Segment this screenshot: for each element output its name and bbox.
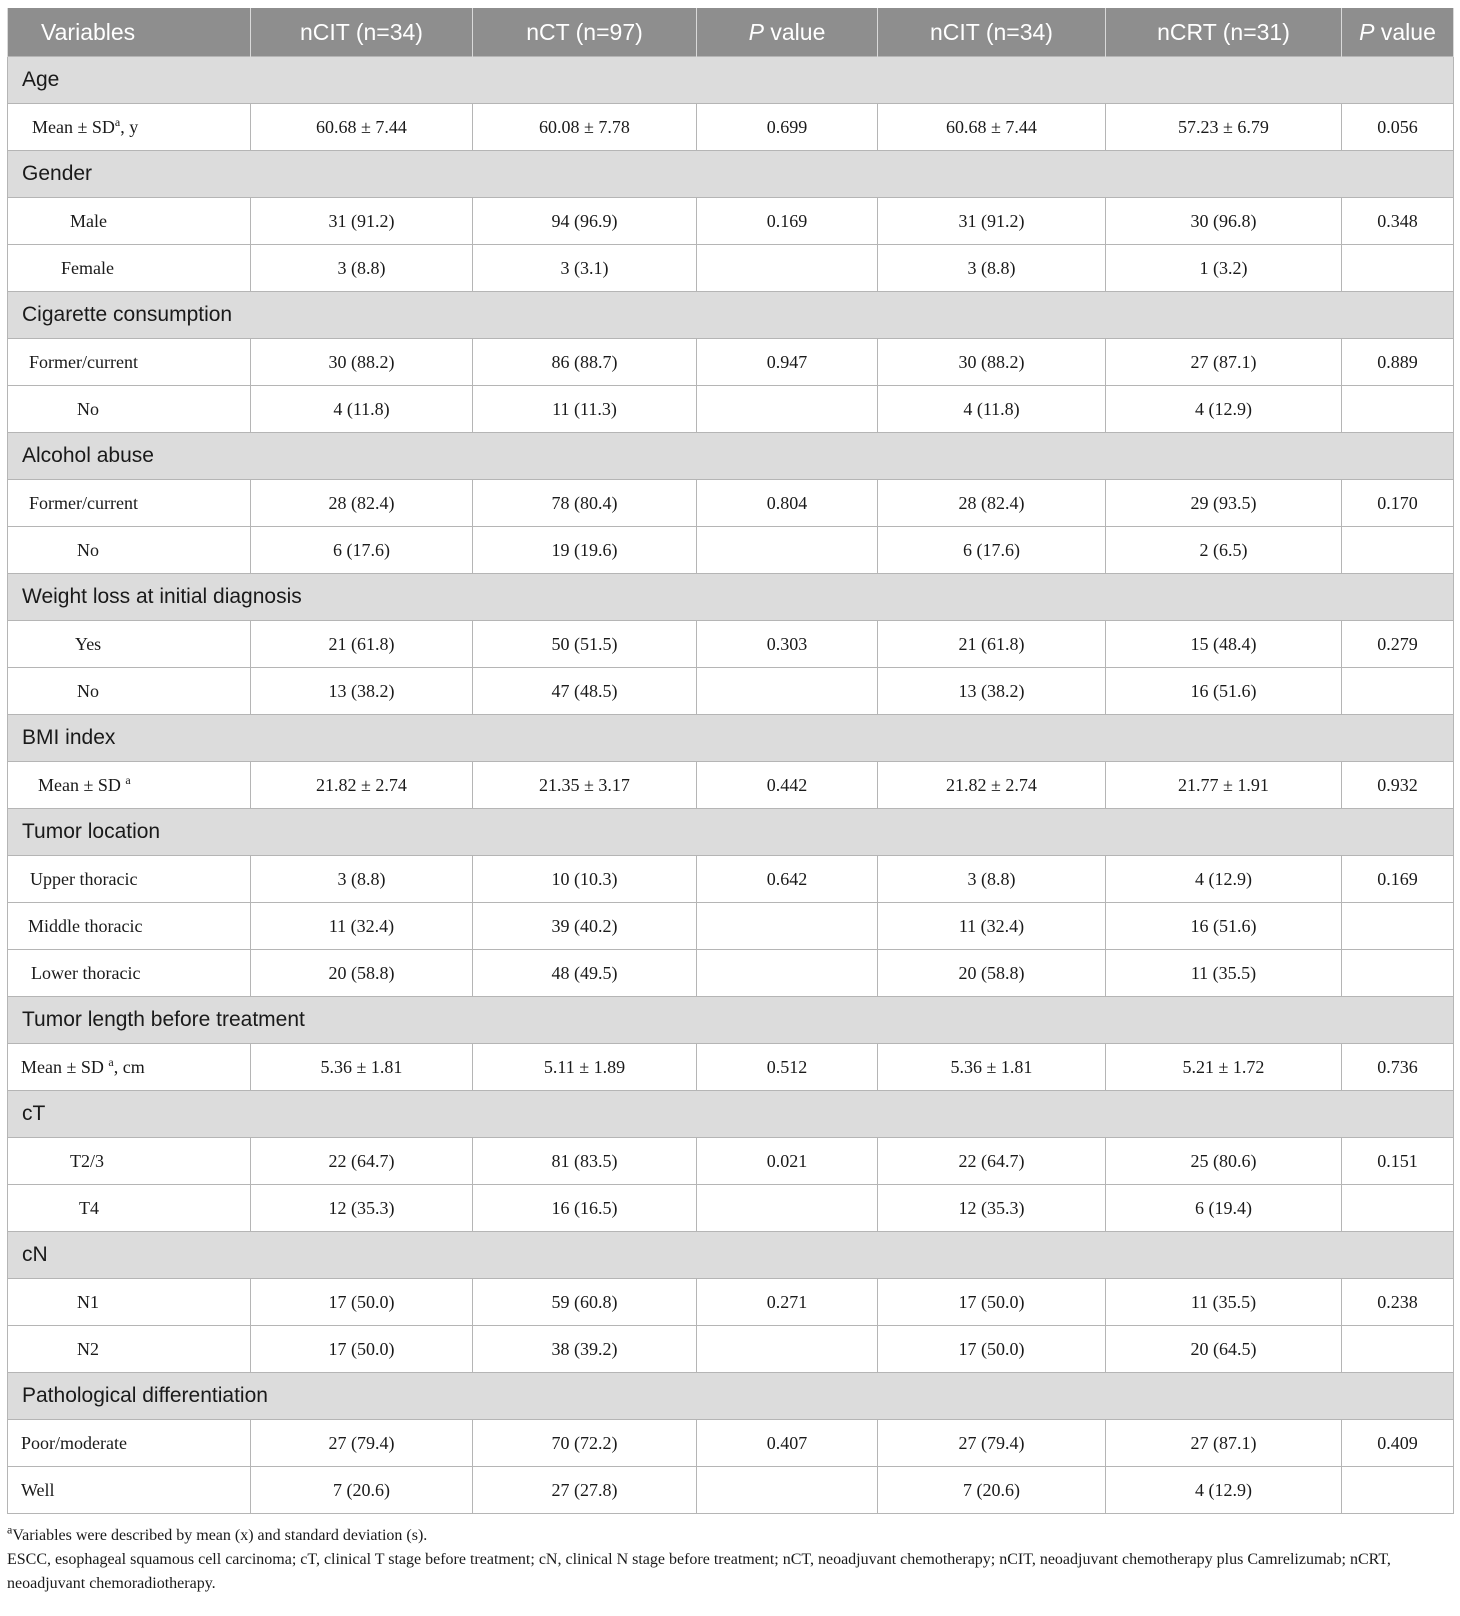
row-label-main: No xyxy=(77,398,99,419)
cell-p-value-2: 0.056 xyxy=(1342,104,1454,151)
section-title: Alcohol abuse xyxy=(8,433,1454,480)
row-label-text xyxy=(70,211,107,231)
table-body xyxy=(8,57,1454,1514)
cell-ncit-1: 13 (38.2) xyxy=(251,668,473,715)
cell-ncrt: 21.77 ± 1.91 xyxy=(1106,762,1342,809)
cell-ncrt: 25 (80.6) xyxy=(1106,1138,1342,1185)
row-label-text xyxy=(29,352,138,372)
row-label xyxy=(8,762,251,809)
row-label-text xyxy=(30,869,137,889)
row-label-main: Mean ± SD xyxy=(21,1056,109,1077)
cell-nct: 60.08 ± 7.78 xyxy=(473,104,697,151)
row-label xyxy=(8,386,251,433)
row-label-text xyxy=(28,916,142,936)
row-label-main: Former/current xyxy=(29,492,138,513)
row-label-main: Female xyxy=(61,257,114,278)
section-row xyxy=(8,715,1454,762)
cell-ncit-1: 5.36 ± 1.81 xyxy=(251,1044,473,1091)
footnote-a xyxy=(7,1524,1453,1548)
cell-ncrt: 6 (19.4) xyxy=(1106,1185,1342,1232)
row-label-text xyxy=(79,1198,99,1218)
cell-ncit-1: 20 (58.8) xyxy=(251,950,473,997)
cell-ncrt: 27 (87.1) xyxy=(1106,339,1342,386)
table-row xyxy=(8,1279,1454,1326)
cell-p-value-2 xyxy=(1342,245,1454,292)
cell-ncit-2: 6 (17.6) xyxy=(878,527,1106,574)
table-row xyxy=(8,950,1454,997)
table-row xyxy=(8,668,1454,715)
cell-p-value-2: 0.932 xyxy=(1342,762,1454,809)
row-label xyxy=(8,104,251,151)
cell-p-value-1 xyxy=(697,903,878,950)
baseline-characteristics-table xyxy=(7,8,1454,1514)
table-row xyxy=(8,1138,1454,1185)
row-label xyxy=(8,1467,251,1514)
cell-p-value-1: 0.271 xyxy=(697,1279,878,1326)
cell-ncrt: 29 (93.5) xyxy=(1106,480,1342,527)
header-p-value-1 xyxy=(697,8,878,57)
cell-ncit-1: 31 (91.2) xyxy=(251,198,473,245)
cell-ncit-1: 6 (17.6) xyxy=(251,527,473,574)
cell-ncrt: 11 (35.5) xyxy=(1106,950,1342,997)
cell-nct: 3 (3.1) xyxy=(473,245,697,292)
cell-p-value-2: 0.889 xyxy=(1342,339,1454,386)
row-label-main: Male xyxy=(70,210,107,231)
cell-nct: 48 (49.5) xyxy=(473,950,697,997)
cell-p-value-1: 0.512 xyxy=(697,1044,878,1091)
row-label-text xyxy=(70,1151,104,1171)
row-label-main: Middle thoracic xyxy=(28,915,143,936)
row-label-text xyxy=(77,681,99,701)
section-row xyxy=(8,151,1454,198)
cell-p-value-2: 0.736 xyxy=(1342,1044,1454,1091)
section-row xyxy=(8,1373,1454,1420)
cell-nct: 19 (19.6) xyxy=(473,527,697,574)
header-nct: nCT (n=97) xyxy=(473,8,697,57)
header-variables: Variables xyxy=(8,8,251,57)
cell-ncrt: 1 (3.2) xyxy=(1106,245,1342,292)
cell-nct: 47 (48.5) xyxy=(473,668,697,715)
cell-ncrt: 15 (48.4) xyxy=(1106,621,1342,668)
cell-p-value-2: 0.409 xyxy=(1342,1420,1454,1467)
cell-nct: 50 (51.5) xyxy=(473,621,697,668)
row-label-suffix: , cm xyxy=(113,1056,145,1077)
row-label-text xyxy=(75,634,101,654)
footnote-abbreviations: ESCC, esophageal squamous cell carcinoma; cT, clinical T stage before treatment; cN, clinical N stage before treatment; nCT, neoadjuvant chemotherapy; nCIT, neoadjuvant chemotherapy plus Camrelizumab; nCRT, neoadjuvant chemoradiotherapy. xyxy=(7,1551,1391,1592)
cell-ncrt: 11 (35.5) xyxy=(1106,1279,1342,1326)
section-row xyxy=(8,57,1454,104)
row-label-text xyxy=(21,1054,145,1077)
cell-p-value-2 xyxy=(1342,386,1454,433)
row-label-main: Poor/moderate xyxy=(21,1432,127,1453)
row-label-text xyxy=(61,258,114,278)
cell-ncit-2: 3 (8.8) xyxy=(878,245,1106,292)
cell-p-value-1: 0.699 xyxy=(697,104,878,151)
header-p-value-2 xyxy=(1342,8,1454,57)
cell-nct: 16 (16.5) xyxy=(473,1185,697,1232)
cell-nct: 81 (83.5) xyxy=(473,1138,697,1185)
cell-ncit-2: 17 (50.0) xyxy=(878,1326,1106,1373)
row-label xyxy=(8,1185,251,1232)
table-row xyxy=(8,1044,1454,1091)
cell-ncit-1: 60.68 ± 7.44 xyxy=(251,104,473,151)
cell-p-value-1: 0.947 xyxy=(697,339,878,386)
row-label-superscript: a xyxy=(125,772,131,787)
section-row xyxy=(8,292,1454,339)
cell-ncit-1: 28 (82.4) xyxy=(251,480,473,527)
cell-ncrt: 30 (96.8) xyxy=(1106,198,1342,245)
cell-nct: 11 (11.3) xyxy=(473,386,697,433)
cell-ncit-2: 4 (11.8) xyxy=(878,386,1106,433)
row-label xyxy=(8,245,251,292)
section-title: BMI index xyxy=(8,715,1454,762)
baseline-characteristics-table-container xyxy=(7,8,1453,1514)
cell-p-value-2 xyxy=(1342,950,1454,997)
cell-ncit-1: 30 (88.2) xyxy=(251,339,473,386)
cell-ncit-2: 13 (38.2) xyxy=(878,668,1106,715)
row-label xyxy=(8,1420,251,1467)
section-row xyxy=(8,809,1454,856)
cell-ncrt: 4 (12.9) xyxy=(1106,856,1342,903)
cell-ncit-2: 21 (61.8) xyxy=(878,621,1106,668)
row-label xyxy=(8,856,251,903)
cell-nct: 59 (60.8) xyxy=(473,1279,697,1326)
cell-p-value-1 xyxy=(697,245,878,292)
table-header xyxy=(8,8,1454,57)
cell-nct: 27 (27.8) xyxy=(473,1467,697,1514)
cell-ncrt: 16 (51.6) xyxy=(1106,903,1342,950)
cell-ncit-1: 21 (61.8) xyxy=(251,621,473,668)
row-label-text xyxy=(77,1292,99,1312)
section-title: Gender xyxy=(8,151,1454,198)
row-label xyxy=(8,1279,251,1326)
row-label-text xyxy=(38,772,131,795)
table-row xyxy=(8,245,1454,292)
row-label xyxy=(8,527,251,574)
cell-p-value-1: 0.407 xyxy=(697,1420,878,1467)
cell-nct: 10 (10.3) xyxy=(473,856,697,903)
row-label-main: Yes xyxy=(75,633,102,654)
table-row xyxy=(8,198,1454,245)
cell-p-value-1 xyxy=(697,950,878,997)
cell-ncit-2: 11 (32.4) xyxy=(878,903,1106,950)
cell-p-value-2: 0.238 xyxy=(1342,1279,1454,1326)
row-label-main: N2 xyxy=(77,1338,99,1359)
cell-nct: 94 (96.9) xyxy=(473,198,697,245)
section-row xyxy=(8,574,1454,621)
header-p-rest: value xyxy=(1374,18,1436,45)
header-ncit-2: nCIT (n=34) xyxy=(878,8,1106,57)
row-label xyxy=(8,1044,251,1091)
row-label-text xyxy=(29,493,138,513)
cell-p-value-2: 0.151 xyxy=(1342,1138,1454,1185)
row-label-superscript: a xyxy=(108,1054,114,1069)
row-label xyxy=(8,668,251,715)
table-row xyxy=(8,1185,1454,1232)
row-label-main: No xyxy=(77,539,99,560)
cell-ncrt: 5.21 ± 1.72 xyxy=(1106,1044,1342,1091)
section-title: Age xyxy=(8,57,1454,104)
table-row xyxy=(8,1326,1454,1373)
cell-p-value-2 xyxy=(1342,1185,1454,1232)
cell-p-value-2: 0.169 xyxy=(1342,856,1454,903)
section-title: cN xyxy=(8,1232,1454,1279)
cell-nct: 21.35 ± 3.17 xyxy=(473,762,697,809)
cell-ncit-2: 7 (20.6) xyxy=(878,1467,1106,1514)
cell-ncit-2: 20 (58.8) xyxy=(878,950,1106,997)
row-label-main: Well xyxy=(21,1479,55,1500)
cell-ncit-2: 27 (79.4) xyxy=(878,1420,1106,1467)
table-row xyxy=(8,1467,1454,1514)
table-row xyxy=(8,104,1454,151)
cell-ncit-1: 3 (8.8) xyxy=(251,245,473,292)
cell-nct: 39 (40.2) xyxy=(473,903,697,950)
table-row xyxy=(8,386,1454,433)
cell-nct: 78 (80.4) xyxy=(473,480,697,527)
cell-ncit-2: 22 (64.7) xyxy=(878,1138,1106,1185)
row-label-text xyxy=(21,1433,127,1453)
cell-ncit-1: 11 (32.4) xyxy=(251,903,473,950)
cell-ncit-1: 3 (8.8) xyxy=(251,856,473,903)
cell-nct: 38 (39.2) xyxy=(473,1326,697,1373)
section-title: Weight loss at initial diagnosis xyxy=(8,574,1454,621)
row-label-superscript: a xyxy=(114,114,121,129)
cell-nct: 70 (72.2) xyxy=(473,1420,697,1467)
cell-p-value-2: 0.279 xyxy=(1342,621,1454,668)
row-label xyxy=(8,480,251,527)
section-row xyxy=(8,433,1454,480)
section-title: Tumor location xyxy=(8,809,1454,856)
cell-p-value-1 xyxy=(697,1185,878,1232)
cell-p-value-1 xyxy=(697,386,878,433)
table-row xyxy=(8,480,1454,527)
row-label xyxy=(8,1138,251,1185)
row-label xyxy=(8,1326,251,1373)
cell-p-value-1: 0.021 xyxy=(697,1138,878,1185)
section-title: Pathological differentiation xyxy=(8,1373,1454,1420)
cell-ncit-1: 7 (20.6) xyxy=(251,1467,473,1514)
row-label-main: Lower thoracic xyxy=(31,962,141,983)
cell-ncit-1: 12 (35.3) xyxy=(251,1185,473,1232)
cell-p-value-2: 0.348 xyxy=(1342,198,1454,245)
row-label xyxy=(8,903,251,950)
row-label-text xyxy=(21,1480,55,1500)
cell-p-value-1 xyxy=(697,1326,878,1373)
header-ncrt: nCRT (n=31) xyxy=(1106,8,1342,57)
cell-nct: 86 (88.7) xyxy=(473,339,697,386)
row-label xyxy=(8,198,251,245)
cell-ncrt: 20 (64.5) xyxy=(1106,1326,1342,1373)
cell-ncit-1: 27 (79.4) xyxy=(251,1420,473,1467)
header-ncit-1: nCIT (n=34) xyxy=(251,8,473,57)
row-label-main: Mean ± SD xyxy=(38,774,126,795)
cell-p-value-1: 0.303 xyxy=(697,621,878,668)
row-label-main: Former/current xyxy=(29,351,138,372)
cell-p-value-2 xyxy=(1342,668,1454,715)
row-label-main: Mean ± SD xyxy=(32,116,115,137)
cell-ncit-2: 60.68 ± 7.44 xyxy=(878,104,1106,151)
cell-ncit-1: 4 (11.8) xyxy=(251,386,473,433)
cell-p-value-2 xyxy=(1342,903,1454,950)
table-row xyxy=(8,762,1454,809)
cell-nct: 5.11 ± 1.89 xyxy=(473,1044,697,1091)
row-label xyxy=(8,621,251,668)
cell-p-value-1: 0.804 xyxy=(697,480,878,527)
table-row xyxy=(8,856,1454,903)
table-row xyxy=(8,1420,1454,1467)
table-row xyxy=(8,903,1454,950)
row-label-main: No xyxy=(77,680,99,701)
table-row xyxy=(8,339,1454,386)
cell-p-value-2 xyxy=(1342,527,1454,574)
cell-ncit-2: 31 (91.2) xyxy=(878,198,1106,245)
table-row xyxy=(8,621,1454,668)
header-p-italic: P xyxy=(748,18,764,45)
cell-ncit-1: 17 (50.0) xyxy=(251,1279,473,1326)
row-label-main: N1 xyxy=(77,1291,99,1312)
footnote-a-text: Variables were described by mean (x) and standard deviation (s). xyxy=(12,1527,428,1544)
row-label xyxy=(8,339,251,386)
cell-ncit-2: 5.36 ± 1.81 xyxy=(878,1044,1106,1091)
cell-p-value-1: 0.642 xyxy=(697,856,878,903)
section-title: Cigarette consumption xyxy=(8,292,1454,339)
cell-ncit-1: 17 (50.0) xyxy=(251,1326,473,1373)
row-label xyxy=(8,950,251,997)
row-label-text xyxy=(77,1339,99,1359)
cell-ncrt: 27 (87.1) xyxy=(1106,1420,1342,1467)
table-footnotes xyxy=(7,1524,1453,1596)
cell-ncit-2: 3 (8.8) xyxy=(878,856,1106,903)
row-label-main: T2/3 xyxy=(70,1150,104,1171)
cell-ncit-2: 30 (88.2) xyxy=(878,339,1106,386)
row-label-text xyxy=(77,399,99,419)
row-label-text xyxy=(77,540,99,560)
cell-p-value-1 xyxy=(697,1467,878,1514)
cell-ncit-2: 28 (82.4) xyxy=(878,480,1106,527)
cell-p-value-1: 0.442 xyxy=(697,762,878,809)
cell-ncrt: 4 (12.9) xyxy=(1106,1467,1342,1514)
section-row xyxy=(8,997,1454,1044)
cell-ncrt: 4 (12.9) xyxy=(1106,386,1342,433)
header-row xyxy=(8,8,1454,57)
row-label-text xyxy=(31,963,140,983)
header-p-italic: P xyxy=(1359,18,1375,45)
cell-ncrt: 16 (51.6) xyxy=(1106,668,1342,715)
header-p-rest: value xyxy=(763,18,826,45)
table-row xyxy=(8,527,1454,574)
row-label-main: T4 xyxy=(79,1197,99,1218)
cell-ncit-2: 17 (50.0) xyxy=(878,1279,1106,1326)
section-row xyxy=(8,1232,1454,1279)
cell-p-value-1: 0.169 xyxy=(697,198,878,245)
cell-ncit-2: 21.82 ± 2.74 xyxy=(878,762,1106,809)
footnote-a-marker: a xyxy=(7,1522,13,1537)
cell-p-value-1 xyxy=(697,527,878,574)
cell-ncit-1: 22 (64.7) xyxy=(251,1138,473,1185)
row-label-text xyxy=(32,114,139,137)
cell-p-value-2: 0.170 xyxy=(1342,480,1454,527)
cell-ncrt: 57.23 ± 6.79 xyxy=(1106,104,1342,151)
cell-ncit-2: 12 (35.3) xyxy=(878,1185,1106,1232)
row-label-main: Upper thoracic xyxy=(30,868,138,889)
section-row xyxy=(8,1091,1454,1138)
row-label-suffix: , y xyxy=(120,116,139,137)
cell-p-value-2 xyxy=(1342,1467,1454,1514)
cell-ncit-1: 21.82 ± 2.74 xyxy=(251,762,473,809)
cell-p-value-1 xyxy=(697,668,878,715)
section-title: Tumor length before treatment xyxy=(8,997,1454,1044)
cell-ncrt: 2 (6.5) xyxy=(1106,527,1342,574)
section-title: cT xyxy=(8,1091,1454,1138)
cell-p-value-2 xyxy=(1342,1326,1454,1373)
